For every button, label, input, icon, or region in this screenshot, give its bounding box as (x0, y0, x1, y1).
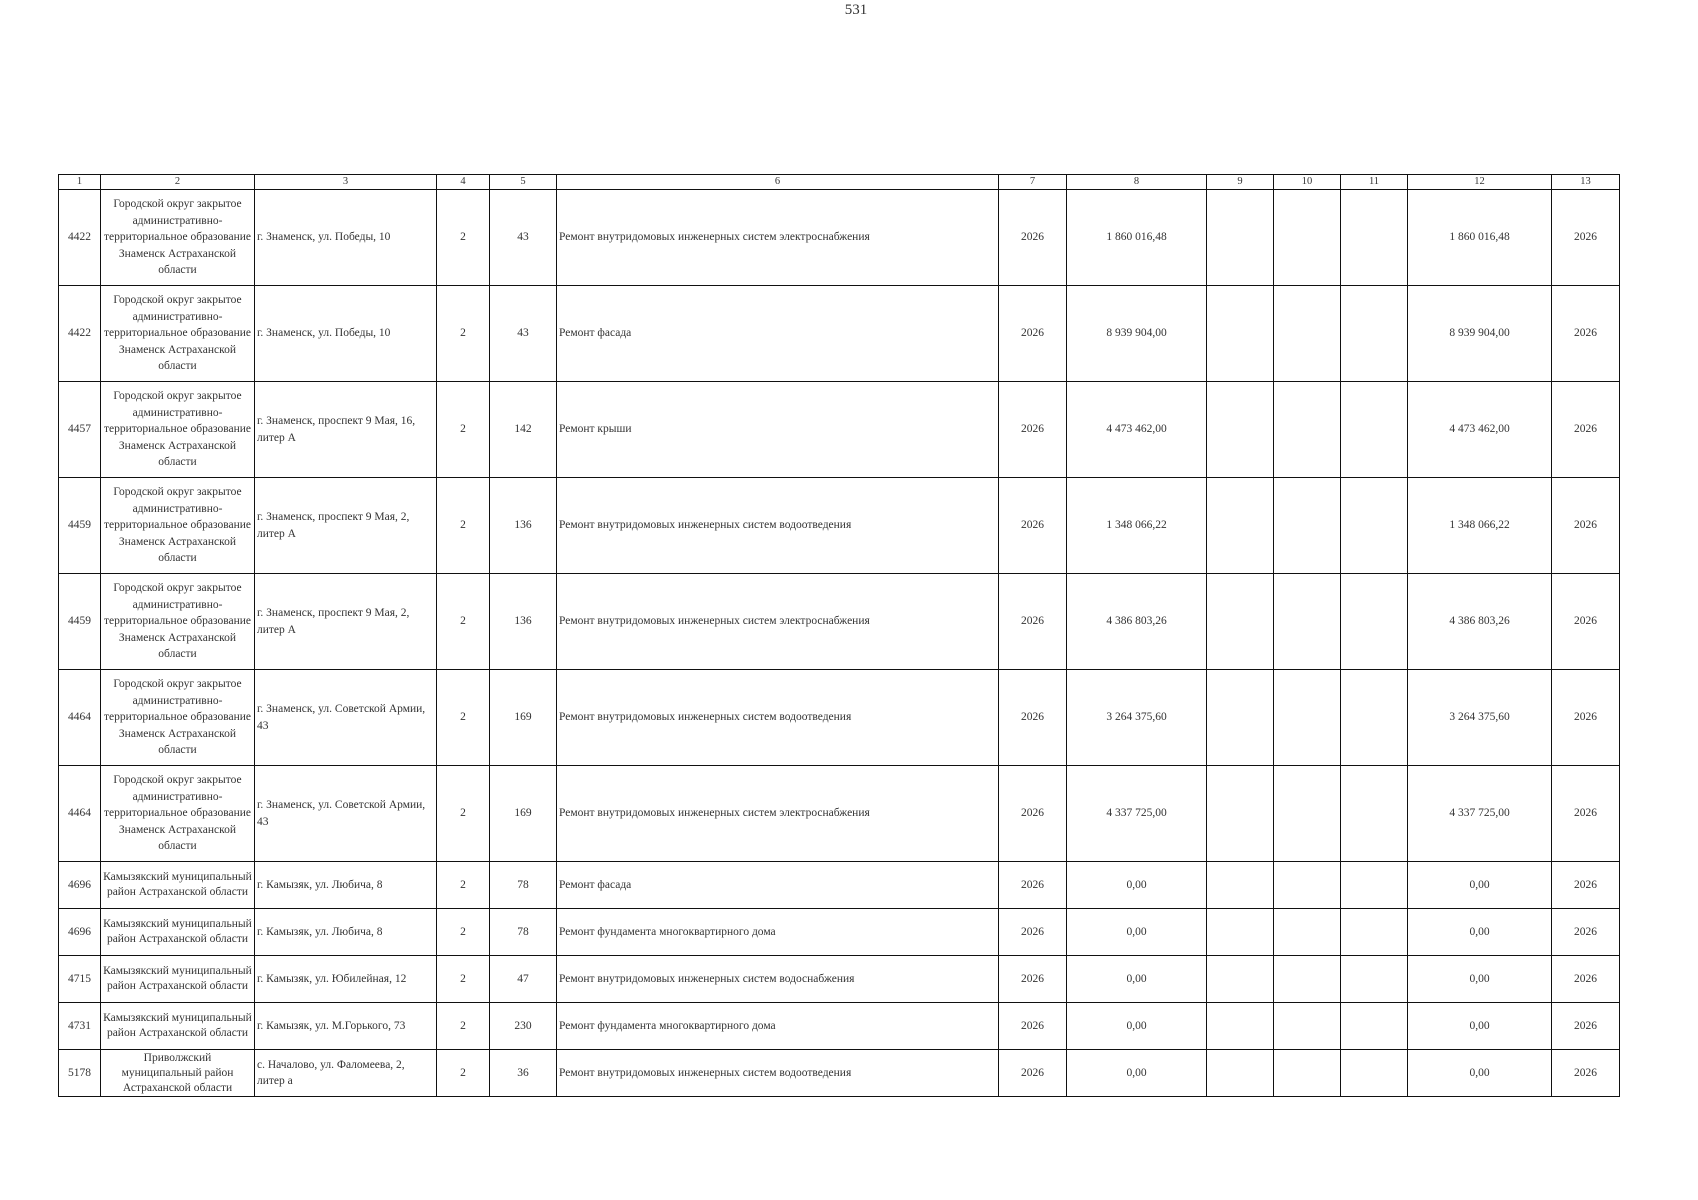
cost-owner-cell: 0,00 (1408, 909, 1552, 956)
col10-cell (1274, 956, 1341, 1003)
col11-cell (1341, 1050, 1408, 1097)
completion-year-cell: 2026 (1552, 478, 1620, 574)
col10-cell (1274, 190, 1341, 286)
cost-owner-cell: 1 348 066,22 (1408, 478, 1552, 574)
row-id: 4715 (59, 956, 101, 1003)
work-type-cell: Ремонт внутридомовых инженерных систем водоотведения (557, 670, 999, 766)
row-id: 5178 (59, 1050, 101, 1097)
year-cell: 2026 (999, 909, 1067, 956)
column-header: 4 (437, 175, 490, 190)
work-type-cell: Ремонт внутридомовых инженерных систем электроснабжения (557, 190, 999, 286)
work-type-cell: Ремонт фундамента многоквартирного дома (557, 1003, 999, 1050)
col10-cell (1274, 382, 1341, 478)
completion-year-cell: 2026 (1552, 670, 1620, 766)
col11-cell (1341, 478, 1408, 574)
col11-cell (1341, 574, 1408, 670)
col5-cell: 78 (490, 909, 557, 956)
col5-cell: 78 (490, 862, 557, 909)
col9-cell (1207, 1003, 1274, 1050)
table-row (59, 766, 1620, 862)
col9-cell (1207, 909, 1274, 956)
column-header: 12 (1408, 175, 1552, 190)
col4-cell: 2 (437, 382, 490, 478)
col9-cell (1207, 956, 1274, 1003)
municipality-cell: Камызякский муниципальный район Астраханской области (101, 862, 255, 909)
row-id: 4464 (59, 766, 101, 862)
completion-year-cell: 2026 (1552, 766, 1620, 862)
completion-year-cell: 2026 (1552, 956, 1620, 1003)
column-header: 1 (59, 175, 101, 190)
municipality-cell: Городской округ закрытое административно-территориальное образование Знаменск Астраханской области (101, 190, 255, 286)
column-header: 2 (101, 175, 255, 190)
year-cell: 2026 (999, 574, 1067, 670)
row-id: 4459 (59, 574, 101, 670)
year-cell: 2026 (999, 670, 1067, 766)
col11-cell (1341, 190, 1408, 286)
col9-cell (1207, 574, 1274, 670)
cost-owner-cell: 4 337 725,00 (1408, 766, 1552, 862)
municipality-cell: Городской округ закрытое административно-территориальное образование Знаменск Астраханской области (101, 382, 255, 478)
completion-year-cell: 2026 (1552, 382, 1620, 478)
col10-cell (1274, 286, 1341, 382)
completion-year-cell: 2026 (1552, 1050, 1620, 1097)
col9-cell (1207, 862, 1274, 909)
municipality-cell: Городской округ закрытое административно-территориальное образование Знаменск Астраханской области (101, 574, 255, 670)
col4-cell: 2 (437, 862, 490, 909)
col4-cell: 2 (437, 766, 490, 862)
municipality-cell: Камызякский муниципальный район Астраханской области (101, 1003, 255, 1050)
work-type-cell: Ремонт фасада (557, 862, 999, 909)
col5-cell: 43 (490, 190, 557, 286)
repair-register-table (58, 174, 1620, 1097)
year-cell: 2026 (999, 1003, 1067, 1050)
cost-total-cell: 3 264 375,60 (1067, 670, 1207, 766)
column-header: 8 (1067, 175, 1207, 190)
col4-cell: 2 (437, 956, 490, 1003)
year-cell: 2026 (999, 862, 1067, 909)
address-cell: г. Камызяк, ул. Любича, 8 (255, 862, 437, 909)
col11-cell (1341, 766, 1408, 862)
table-row (59, 190, 1620, 286)
municipality-cell: Камызякский муниципальный район Астраханской области (101, 956, 255, 1003)
cost-owner-cell: 3 264 375,60 (1408, 670, 1552, 766)
table-row (59, 478, 1620, 574)
col11-cell (1341, 286, 1408, 382)
table-row (59, 286, 1620, 382)
col4-cell: 2 (437, 909, 490, 956)
row-id: 4464 (59, 670, 101, 766)
completion-year-cell: 2026 (1552, 1003, 1620, 1050)
col5-cell: 169 (490, 670, 557, 766)
completion-year-cell: 2026 (1552, 190, 1620, 286)
municipality-cell: Городской округ закрытое административно-территориальное образование Знаменск Астраханской области (101, 286, 255, 382)
address-cell: г. Камызяк, ул. Юбилейная, 12 (255, 956, 437, 1003)
completion-year-cell: 2026 (1552, 862, 1620, 909)
col10-cell (1274, 1003, 1341, 1050)
col9-cell (1207, 1050, 1274, 1097)
row-id: 4696 (59, 862, 101, 909)
year-cell: 2026 (999, 382, 1067, 478)
table-row (59, 1003, 1620, 1050)
row-id: 4422 (59, 190, 101, 286)
work-type-cell: Ремонт фасада (557, 286, 999, 382)
col4-cell: 2 (437, 670, 490, 766)
col9-cell (1207, 190, 1274, 286)
col9-cell (1207, 382, 1274, 478)
cost-total-cell: 0,00 (1067, 1050, 1207, 1097)
cost-owner-cell: 8 939 904,00 (1408, 286, 1552, 382)
col5-cell: 43 (490, 286, 557, 382)
column-header: 10 (1274, 175, 1341, 190)
col10-cell (1274, 766, 1341, 862)
work-type-cell: Ремонт внутридомовых инженерных систем водоотведения (557, 1050, 999, 1097)
table-row (59, 574, 1620, 670)
col11-cell (1341, 909, 1408, 956)
col5-cell: 142 (490, 382, 557, 478)
col9-cell (1207, 286, 1274, 382)
column-header: 3 (255, 175, 437, 190)
cost-total-cell: 0,00 (1067, 1003, 1207, 1050)
cost-total-cell: 4 337 725,00 (1067, 766, 1207, 862)
address-cell: г. Знаменск, ул. Победы, 10 (255, 286, 437, 382)
table-row (59, 1050, 1620, 1097)
col5-cell: 169 (490, 766, 557, 862)
address-cell: г. Знаменск, проспект 9 Мая, 2, литер А (255, 574, 437, 670)
completion-year-cell: 2026 (1552, 574, 1620, 670)
address-cell: с. Началово, ул. Фаломеева, 2, литер а (255, 1050, 437, 1097)
col10-cell (1274, 478, 1341, 574)
address-cell: г. Знаменск, ул. Советской Армии, 43 (255, 670, 437, 766)
work-type-cell: Ремонт фундамента многоквартирного дома (557, 909, 999, 956)
cost-total-cell: 4 386 803,26 (1067, 574, 1207, 670)
work-type-cell: Ремонт внутридомовых инженерных систем электроснабжения (557, 574, 999, 670)
row-id: 4696 (59, 909, 101, 956)
cost-total-cell: 0,00 (1067, 909, 1207, 956)
cost-total-cell: 1 348 066,22 (1067, 478, 1207, 574)
year-cell: 2026 (999, 766, 1067, 862)
column-header: 5 (490, 175, 557, 190)
col5-cell: 36 (490, 1050, 557, 1097)
column-header: 13 (1552, 175, 1620, 190)
col10-cell (1274, 1050, 1341, 1097)
cost-total-cell: 8 939 904,00 (1067, 286, 1207, 382)
row-id: 4457 (59, 382, 101, 478)
address-cell: г. Знаменск, проспект 9 Мая, 16, литер А (255, 382, 437, 478)
municipality-cell: Камызякский муниципальный район Астраханской области (101, 909, 255, 956)
municipality-cell: Приволжский муниципальный район Астраханской области (101, 1050, 255, 1097)
col11-cell (1341, 956, 1408, 1003)
col11-cell (1341, 670, 1408, 766)
col10-cell (1274, 909, 1341, 956)
cost-owner-cell: 0,00 (1408, 956, 1552, 1003)
municipality-cell: Городской округ закрытое административно-территориальное образование Знаменск Астраханской области (101, 670, 255, 766)
col4-cell: 2 (437, 190, 490, 286)
cost-owner-cell: 0,00 (1408, 862, 1552, 909)
col10-cell (1274, 574, 1341, 670)
row-id: 4459 (59, 478, 101, 574)
year-cell: 2026 (999, 286, 1067, 382)
address-cell: г. Камызяк, ул. Любича, 8 (255, 909, 437, 956)
column-header: 6 (557, 175, 999, 190)
year-cell: 2026 (999, 190, 1067, 286)
row-id: 4731 (59, 1003, 101, 1050)
cost-owner-cell: 1 860 016,48 (1408, 190, 1552, 286)
column-number-row (59, 175, 1620, 190)
col4-cell: 2 (437, 286, 490, 382)
year-cell: 2026 (999, 478, 1067, 574)
column-header: 9 (1207, 175, 1274, 190)
completion-year-cell: 2026 (1552, 286, 1620, 382)
col5-cell: 47 (490, 956, 557, 1003)
cost-owner-cell: 0,00 (1408, 1050, 1552, 1097)
col4-cell: 2 (437, 1050, 490, 1097)
address-cell: г. Камызяк, ул. М.Горького, 73 (255, 1003, 437, 1050)
col5-cell: 230 (490, 1003, 557, 1050)
row-id: 4422 (59, 286, 101, 382)
col9-cell (1207, 478, 1274, 574)
work-type-cell: Ремонт внутридомовых инженерных систем водоснабжения (557, 956, 999, 1003)
address-cell: г. Знаменск, проспект 9 Мая, 2, литер А (255, 478, 437, 574)
col5-cell: 136 (490, 574, 557, 670)
year-cell: 2026 (999, 956, 1067, 1003)
cost-total-cell: 0,00 (1067, 956, 1207, 1003)
cost-owner-cell: 4 386 803,26 (1408, 574, 1552, 670)
col11-cell (1341, 382, 1408, 478)
table-row (59, 956, 1620, 1003)
table-row (59, 382, 1620, 478)
municipality-cell: Городской округ закрытое административно-территориальное образование Знаменск Астраханской области (101, 766, 255, 862)
year-cell: 2026 (999, 1050, 1067, 1097)
address-cell: г. Знаменск, ул. Советской Армии, 43 (255, 766, 437, 862)
col10-cell (1274, 670, 1341, 766)
col4-cell: 2 (437, 1003, 490, 1050)
table-row (59, 670, 1620, 766)
cost-total-cell: 0,00 (1067, 862, 1207, 909)
col5-cell: 136 (490, 478, 557, 574)
cost-total-cell: 4 473 462,00 (1067, 382, 1207, 478)
work-type-cell: Ремонт внутридомовых инженерных систем электроснабжения (557, 766, 999, 862)
col9-cell (1207, 670, 1274, 766)
table-row (59, 909, 1620, 956)
municipality-cell: Городской округ закрытое административно-территориальное образование Знаменск Астраханской области (101, 478, 255, 574)
work-type-cell: Ремонт крыши (557, 382, 999, 478)
col11-cell (1341, 862, 1408, 909)
col10-cell (1274, 862, 1341, 909)
col4-cell: 2 (437, 478, 490, 574)
cost-owner-cell: 0,00 (1408, 1003, 1552, 1050)
completion-year-cell: 2026 (1552, 909, 1620, 956)
table-row (59, 862, 1620, 909)
work-type-cell: Ремонт внутридомовых инженерных систем водоотведения (557, 478, 999, 574)
col9-cell (1207, 766, 1274, 862)
cost-owner-cell: 4 473 462,00 (1408, 382, 1552, 478)
address-cell: г. Знаменск, ул. Победы, 10 (255, 190, 437, 286)
col11-cell (1341, 1003, 1408, 1050)
page-number: 531 (844, 2, 868, 18)
cost-total-cell: 1 860 016,48 (1067, 190, 1207, 286)
column-header: 11 (1341, 175, 1408, 190)
col4-cell: 2 (437, 574, 490, 670)
column-header: 7 (999, 175, 1067, 190)
